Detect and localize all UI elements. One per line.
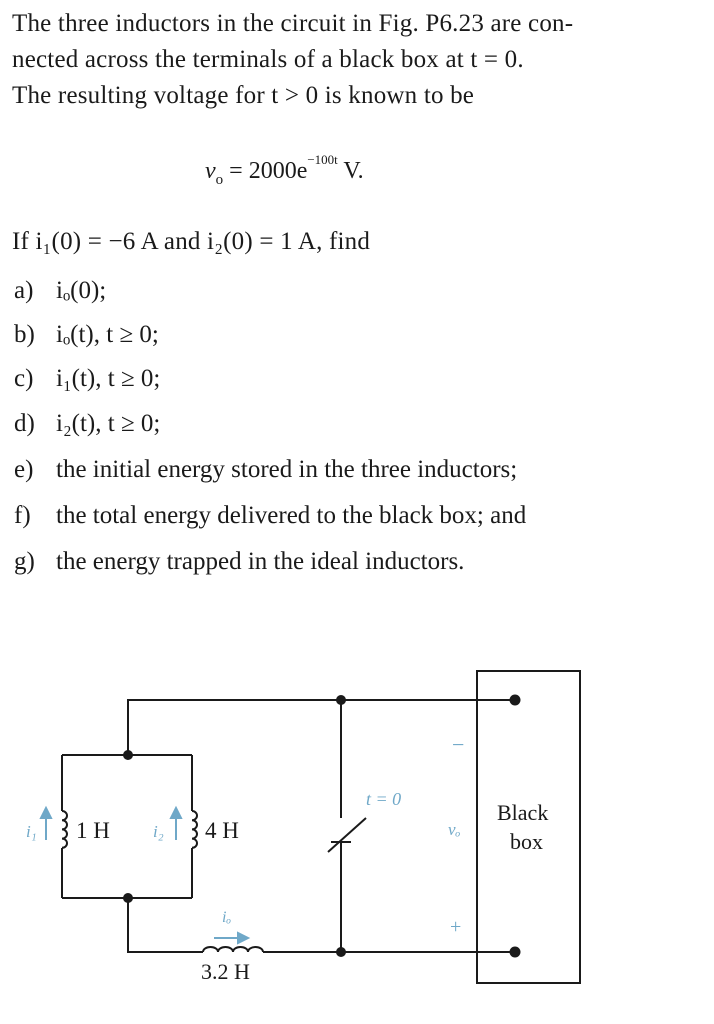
question-d-text: i₂(t), t ≥ 0; (56, 410, 161, 437)
eq-lhs: v (205, 158, 216, 184)
question-c-label: c) (14, 365, 34, 392)
l3-label: 3.2 H (201, 959, 250, 984)
intro-line-2: nected across the terminals of a black box at t = 0. (12, 46, 524, 73)
io-label: iₒ (222, 909, 232, 926)
vo-plus-sign: + (450, 916, 462, 938)
switch-time-label: t = 0 (366, 789, 402, 809)
question-a-text: iₒ(0); (56, 277, 107, 304)
question-f-text: the total energy delivered to the black box; and (56, 502, 527, 529)
black-box-label-line-2: box (510, 829, 543, 854)
l2-label: 4 H (205, 818, 239, 843)
eq-lhs-sub: o (215, 171, 224, 188)
black-box-label-line-1: Black (497, 800, 549, 825)
question-f-label: f) (14, 502, 31, 529)
question-b-label: b) (14, 321, 35, 348)
question-g-label: g) (14, 548, 35, 575)
inductor-1-coil (62, 811, 67, 848)
inductor-3-coil (203, 947, 263, 952)
vo-label: vₒ (448, 820, 461, 839)
l1-label: 1 H (76, 818, 110, 843)
terminal-dot-top (510, 695, 521, 706)
question-g-text: the energy trapped in the ideal inductors. (56, 548, 465, 575)
given-conditions: If i₁(0) = −6 A and i₂(0) = 1 A, find (12, 228, 371, 255)
question-c-text: i₁(t), t ≥ 0; (56, 365, 161, 392)
i2-arrow-head (171, 808, 181, 818)
intro-line-3: The resulting voltage for t > 0 is known to be (12, 82, 475, 109)
i2-label: i₂ (153, 822, 164, 841)
eq-unit: V. (337, 158, 364, 184)
junction-dot-switch-bottom (336, 947, 346, 957)
i1-arrow-head (41, 808, 51, 818)
i1-label: i₁ (26, 822, 37, 841)
bottom-left-wire (128, 898, 203, 952)
question-a-label: a) (14, 277, 34, 304)
junction-dot-top-left (123, 750, 133, 760)
question-e-text: the initial energy stored in the three inductors; (56, 456, 518, 483)
eq-body: = 2000e (223, 158, 308, 184)
junction-dot-switch-top (336, 695, 346, 705)
question-b-text: iₒ(t), t ≥ 0; (56, 321, 159, 348)
black-box (477, 671, 580, 983)
vo-minus-sign: − (452, 732, 465, 757)
junction-dot-bottom-left (123, 893, 133, 903)
switch-blade (328, 818, 366, 852)
question-e-label: e) (14, 456, 34, 483)
terminal-dot-bottom (510, 947, 521, 958)
eq-exponent: −100t (307, 152, 338, 167)
io-arrow-head (238, 933, 248, 943)
inductor-2-coil (192, 811, 197, 848)
intro-line-1: The three inductors in the circuit in Fig. P6.23 are con- (12, 10, 574, 37)
question-d-label: d) (14, 410, 35, 437)
